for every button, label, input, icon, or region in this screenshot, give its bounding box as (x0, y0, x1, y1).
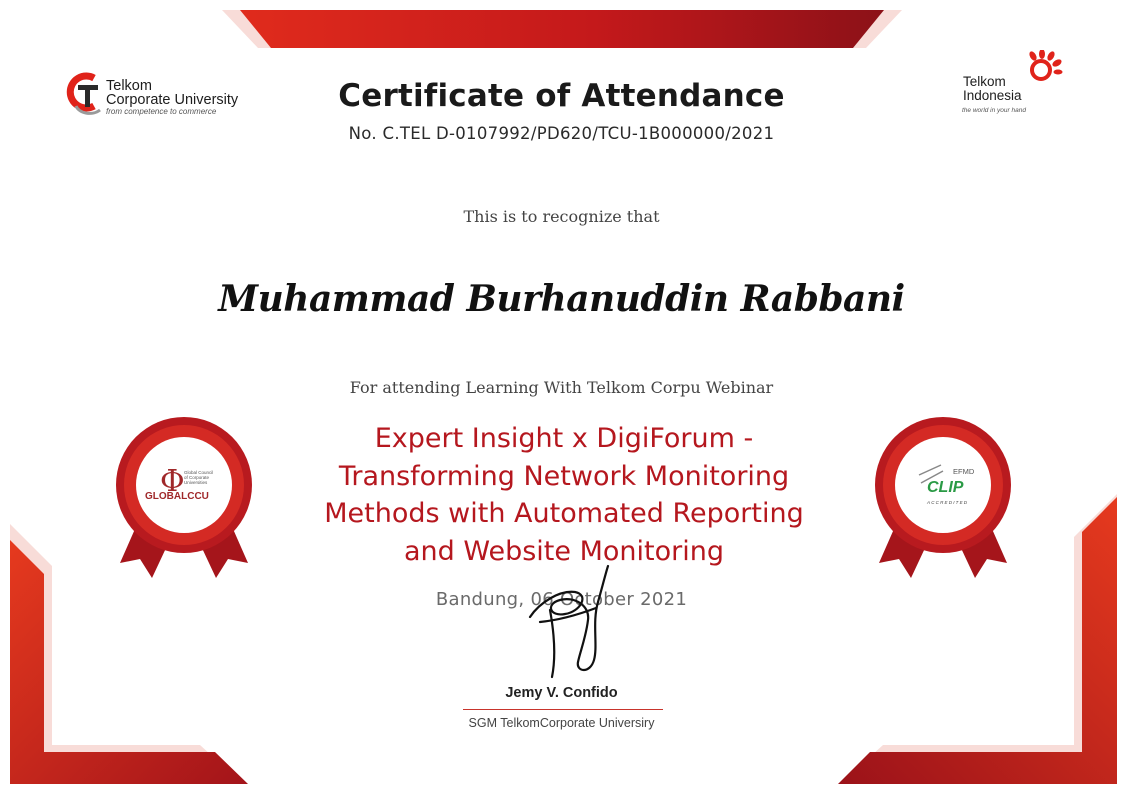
event-title (290, 420, 838, 570)
attending-text: For attending Learning With Telkom Corpu Webinar (349, 378, 774, 397)
efmd-clip-badge (871, 413, 1015, 583)
event-title-line: Transforming Network Monitoring (338, 460, 790, 492)
signatory-role: SGM TelkomCorporate Universiry (468, 716, 655, 730)
tcu-logo-tagline: from competence to commerce (106, 107, 217, 116)
gccu-name: GLOBALCCU (145, 491, 209, 502)
signature-divider (463, 709, 663, 710)
clip-accredited: ACCREDITED (927, 500, 969, 505)
signature-image (520, 562, 610, 680)
gccu-caption: Global Council of Corporate Universities (184, 470, 214, 485)
top-band (240, 10, 884, 48)
recipient-name: Muhammad Burhanuddin Rabbani (218, 278, 905, 320)
svg-text:Φ: Φ (160, 464, 185, 499)
certificate-title: Certificate of Attendance (338, 78, 785, 114)
recognize-text: This is to recognize that (463, 207, 660, 226)
certificate-number: No. C.TEL D-0107992/PD620/TCU-1B000000/2021 (348, 124, 775, 143)
event-title-line: and Website Monitoring (404, 535, 724, 567)
event-title-line: Expert Insight x DigiForum - (374, 423, 754, 454)
globalccu-badge (112, 413, 256, 583)
efmd-name: EFMD (953, 467, 975, 476)
ribbon-badge-icon (871, 413, 1015, 583)
ti-logo-tagline: the world in your hand (962, 107, 1026, 114)
place-date: Bandung, 06 October 2021 (435, 589, 688, 610)
ti-logo-line1: Telkom (963, 74, 1006, 89)
tcu-logo-line1: Telkom (106, 78, 152, 94)
event-title-line: Methods with Automated Reporting (324, 498, 804, 529)
ti-logo-line2: Indonesia (963, 88, 1022, 103)
tcu-logo-line2: Corporate University (106, 92, 239, 108)
signatory-name: Jemy V. Confido (505, 685, 618, 701)
clip-name: CLIP (927, 479, 964, 496)
